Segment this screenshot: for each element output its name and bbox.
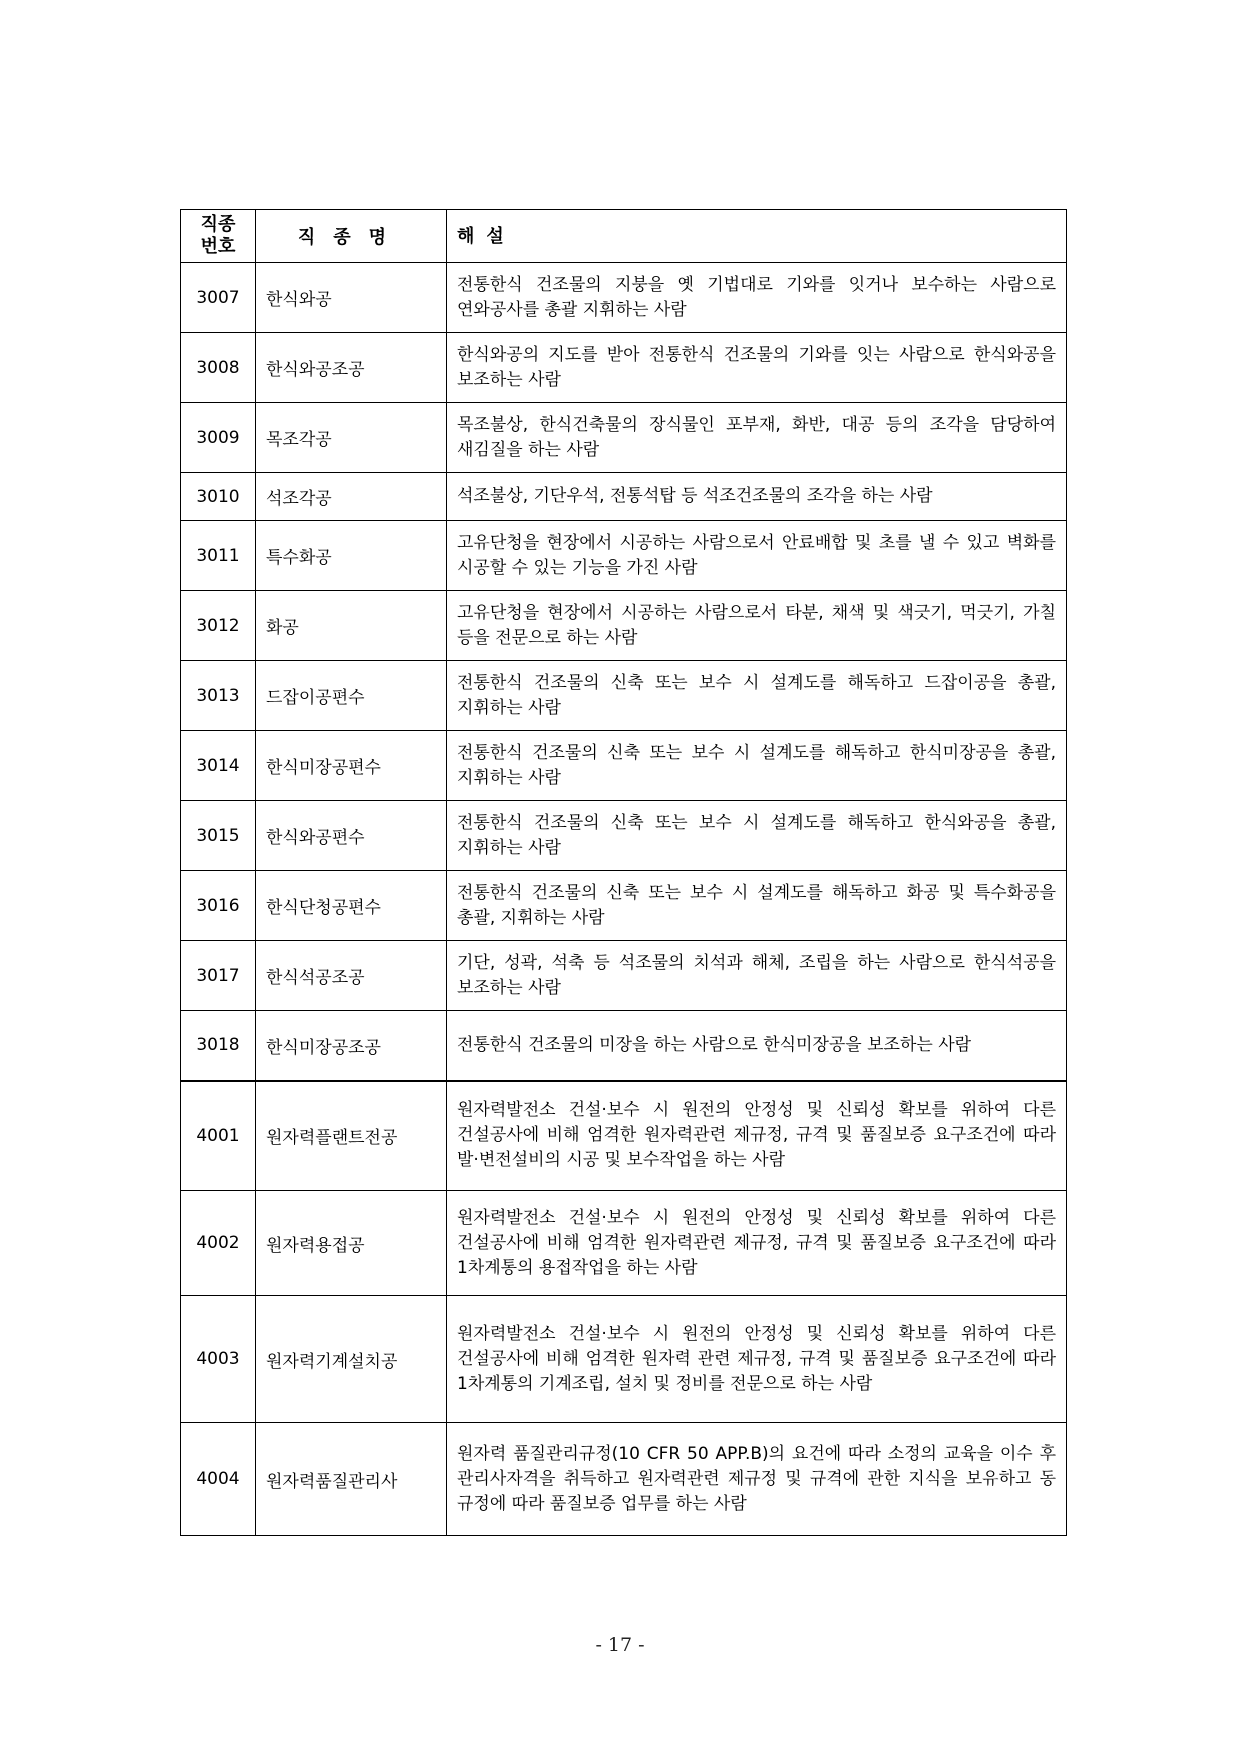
job-description: 한식와공의 지도를 받아 전통한식 건조물의 기와를 잇는 사람으로 한식와공을 보조하는 사람 <box>447 333 1067 403</box>
job-description: 원자력 품질관리규정(10 CFR 50 APP.B)의 요건에 따라 소정의 교육을 이수 후 관리사자격을 취득하고 원자력관련 제규정 및 규격에 관한 지식을 보유하고 동 규정에 따라 품질보증 업무를 하는 사람 <box>447 1423 1067 1536</box>
job-description: 전통한식 건조물의 미장을 하는 사람으로 한식미장공을 보조하는 사람 <box>447 1011 1067 1081</box>
job-number: 3011 <box>181 521 256 591</box>
table-row <box>181 941 1067 1011</box>
table-row <box>181 801 1067 871</box>
job-name: 원자력기계설치공 <box>256 1296 447 1423</box>
job-name: 한식미장공조공 <box>256 1011 447 1081</box>
table-row <box>181 1011 1067 1081</box>
table-row <box>181 1191 1067 1296</box>
job-description: 원자력발전소 건설·보수 시 원전의 안정성 및 신뢰성 확보를 위하여 다른 건설공사에 비해 엄격한 원자력관련 제규정, 규격 및 품질보증 요구조건에 따라 발·변전설비의 시공 및 보수작업을 하는 사람 <box>447 1081 1067 1191</box>
job-name: 한식와공 <box>256 263 447 333</box>
job-description: 기단, 성곽, 석축 등 석조물의 치석과 해체, 조립을 하는 사람으로 한식석공을 보조하는 사람 <box>447 941 1067 1011</box>
table-row <box>181 473 1067 521</box>
job-number: 3008 <box>181 333 256 403</box>
job-description: 고유단청을 현장에서 시공하는 사람으로서 안료배합 및 초를 낼 수 있고 벽화를 시공할 수 있는 기능을 가진 사람 <box>447 521 1067 591</box>
job-description: 원자력발전소 건설·보수 시 원전의 안정성 및 신뢰성 확보를 위하여 다른 건설공사에 비해 엄격한 원자력 관련 제규정, 규격 및 품질보증 요구조건에 따라 1차계통의 기계조립, 설치 및 정비를 전문으로 하는 사람 <box>447 1296 1067 1423</box>
job-description: 고유단청을 현장에서 시공하는 사람으로서 타분, 채색 및 색긋기, 먹긋기, 가칠 등을 전문으로 하는 사람 <box>447 591 1067 661</box>
job-number: 3016 <box>181 871 256 941</box>
job-name: 원자력품질관리사 <box>256 1423 447 1536</box>
job-name: 석조각공 <box>256 473 447 521</box>
job-name: 목조각공 <box>256 403 447 473</box>
job-description: 전통한식 건조물의 지붕을 옛 기법대로 기와를 잇거나 보수하는 사람으로 연와공사를 총괄 지휘하는 사람 <box>447 263 1067 333</box>
job-number: 3017 <box>181 941 256 1011</box>
job-name: 한식석공조공 <box>256 941 447 1011</box>
job-name: 원자력용접공 <box>256 1191 447 1296</box>
job-name: 원자력플랜트전공 <box>256 1081 447 1191</box>
job-number: 4001 <box>181 1081 256 1191</box>
job-number: 3010 <box>181 473 256 521</box>
job-classification-table <box>180 209 1067 1536</box>
job-name: 한식미장공편수 <box>256 731 447 801</box>
job-number: 3015 <box>181 801 256 871</box>
job-description: 전통한식 건조물의 신축 또는 보수 시 설계도를 해독하고 한식와공을 총괄, 지휘하는 사람 <box>447 801 1067 871</box>
table-row <box>181 521 1067 591</box>
job-name: 화공 <box>256 591 447 661</box>
job-number: 3018 <box>181 1011 256 1081</box>
job-number: 3013 <box>181 661 256 731</box>
job-name: 특수화공 <box>256 521 447 591</box>
job-number: 4004 <box>181 1423 256 1536</box>
table-row <box>181 1081 1067 1191</box>
job-description: 전통한식 건조물의 신축 또는 보수 시 설계도를 해독하고 한식미장공을 총괄, 지휘하는 사람 <box>447 731 1067 801</box>
job-description: 원자력발전소 건설·보수 시 원전의 안정성 및 신뢰성 확보를 위하여 다른 건설공사에 비해 엄격한 원자력관련 제규정, 규격 및 품질보증 요구조건에 따라 1차계통의 용접작업을 하는 사람 <box>447 1191 1067 1296</box>
table-row <box>181 1423 1067 1536</box>
job-description: 전통한식 건조물의 신축 또는 보수 시 설계도를 해독하고 화공 및 특수화공을 총괄, 지휘하는 사람 <box>447 871 1067 941</box>
header-job-name: 직종명 <box>256 210 447 263</box>
table-row <box>181 1296 1067 1423</box>
job-name: 드잡이공편수 <box>256 661 447 731</box>
job-name: 한식와공편수 <box>256 801 447 871</box>
job-number: 3009 <box>181 403 256 473</box>
job-number: 4003 <box>181 1296 256 1423</box>
job-number: 3007 <box>181 263 256 333</box>
header-description: 해설 <box>447 210 1067 263</box>
job-name: 한식와공조공 <box>256 333 447 403</box>
job-number: 3014 <box>181 731 256 801</box>
job-number: 3012 <box>181 591 256 661</box>
job-description: 목조불상, 한식건축물의 장식물인 포부재, 화반, 대공 등의 조각을 담당하여 새김질을 하는 사람 <box>447 403 1067 473</box>
table-row <box>181 731 1067 801</box>
job-name: 한식단청공편수 <box>256 871 447 941</box>
job-description: 전통한식 건조물의 신축 또는 보수 시 설계도를 해독하고 드잡이공을 총괄, 지휘하는 사람 <box>447 661 1067 731</box>
header-job-number: 직종 번호 <box>181 210 256 263</box>
table-row <box>181 333 1067 403</box>
job-description: 석조불상, 기단우석, 전통석탑 등 석조건조물의 조각을 하는 사람 <box>447 473 1067 521</box>
table-row <box>181 661 1067 731</box>
table-row <box>181 403 1067 473</box>
table-row <box>181 871 1067 941</box>
page-number: - 17 - <box>595 1634 645 1656</box>
table-row <box>181 591 1067 661</box>
table-header-row <box>181 210 1067 263</box>
table-row <box>181 263 1067 333</box>
job-number: 4002 <box>181 1191 256 1296</box>
